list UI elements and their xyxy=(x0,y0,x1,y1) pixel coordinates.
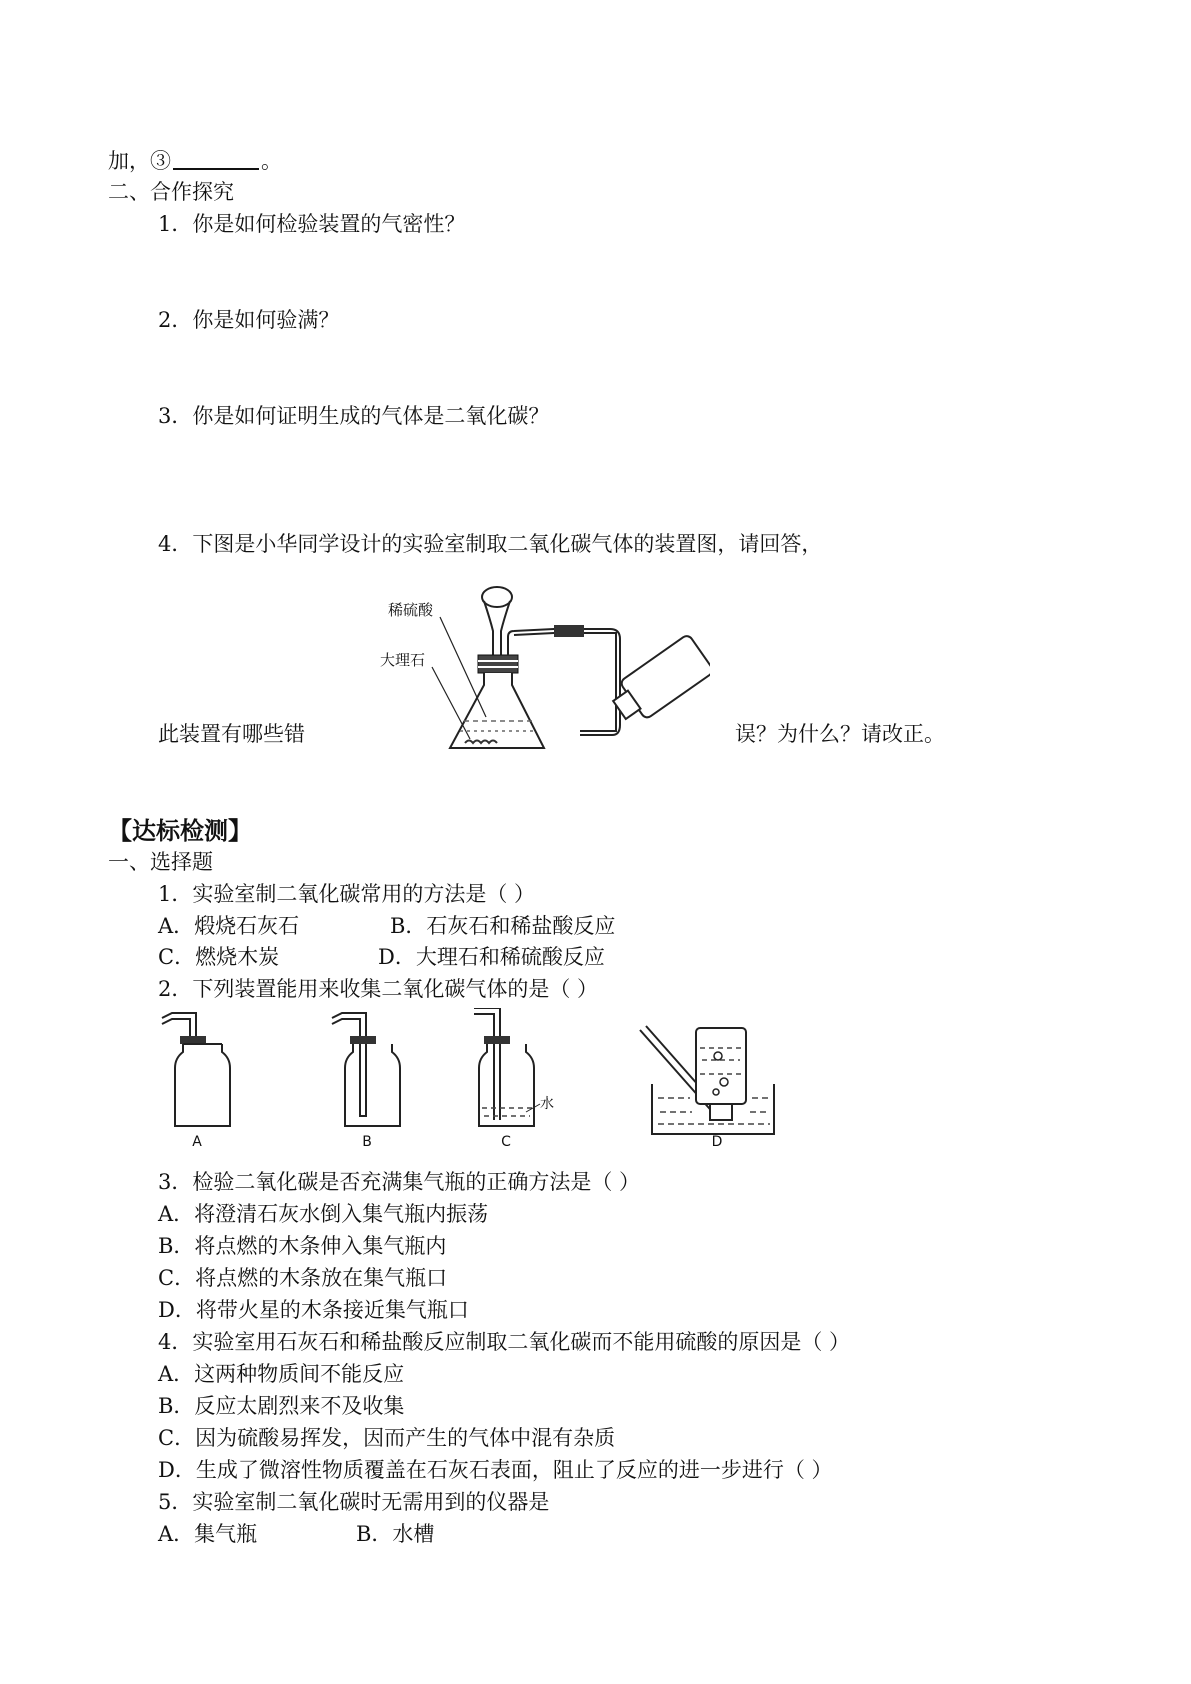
q3-option-d[interactable]: D．将带火星的木条接近集气瓶口 xyxy=(158,1298,469,1322)
q4-option-c[interactable]: C．因为硫酸易挥发，因而产生的气体中混有杂质 xyxy=(158,1426,616,1450)
fill-in-prefix: 加，③ xyxy=(108,149,171,173)
gas-jar xyxy=(606,634,710,729)
coop-question-1: 1．你是如何检验装置的气密性？ xyxy=(158,212,466,236)
fill-in-line xyxy=(108,147,282,175)
label-c: C xyxy=(501,1134,511,1148)
q3-option-a[interactable]: A．将澄清石灰水倒入集气瓶内振荡 xyxy=(158,1202,489,1226)
coop-question-2: 2．你是如何验满？ xyxy=(158,308,340,332)
q3-option-b[interactable]: B．将点燃的木条伸入集气瓶内 xyxy=(158,1234,447,1258)
conical-flask xyxy=(450,673,544,748)
funnel-bulb xyxy=(482,587,512,607)
q1-option-c[interactable]: C．燃烧木炭 xyxy=(158,945,280,969)
coop-question-4-continued-left: 此装置有哪些错 xyxy=(158,722,305,746)
q4-option-a[interactable]: A．这两种物质间不能反应 xyxy=(158,1362,405,1386)
label-marble: 大理石 xyxy=(380,651,426,669)
label-dilute-sulfuric-acid: 稀硫酸 xyxy=(388,601,434,619)
q3-option-c[interactable]: C．将点燃的木条放在集气瓶口 xyxy=(158,1266,448,1290)
q2-stem: 2．下列装置能用来收集二氧化碳气体的是（ ） xyxy=(158,977,599,1001)
coop-question-4-continued-right: 误？为什么？请改正。 xyxy=(735,722,945,746)
section-title-cooperation: 二、合作探究 xyxy=(108,180,234,204)
rubber-stopper xyxy=(478,655,518,673)
apparatus-c xyxy=(474,1008,554,1126)
section-title-choice: 一、选择题 xyxy=(108,850,213,874)
apparatus-d xyxy=(640,1026,774,1134)
answer-blank[interactable] xyxy=(173,148,259,170)
co2-apparatus-figure xyxy=(380,585,710,755)
fill-in-suffix: 。 xyxy=(261,149,282,173)
q5-option-a[interactable]: A．集气瓶 xyxy=(158,1522,258,1546)
inverted-bottle xyxy=(696,1028,746,1104)
q1-option-d[interactable]: D．大理石和稀硫酸反应 xyxy=(378,945,605,969)
q3-stem: 3．检验二氧化碳是否充满集气瓶的正确方法是（ ） xyxy=(158,1170,641,1194)
q1-option-a[interactable]: A．煅烧石灰石 xyxy=(158,914,300,938)
label-b: B xyxy=(362,1134,372,1148)
q5-stem: 5．实验室制二氧化碳时无需用到的仪器是 xyxy=(158,1490,550,1514)
q2-apparatus-figures xyxy=(150,1008,830,1148)
q1-stem: 1．实验室制二氧化碳常用的方法是（ ） xyxy=(158,882,536,906)
apparatus-a xyxy=(162,1013,230,1126)
label-a: A xyxy=(192,1134,202,1148)
q4-option-b[interactable]: B．反应太剧烈来不及收集 xyxy=(158,1394,405,1418)
q4-option-d[interactable]: D．生成了微溶性物质覆盖在石灰石表面，阻止了反应的进一步进行（ ） xyxy=(158,1458,833,1482)
rubber-connector xyxy=(554,625,584,637)
coop-question-3: 3．你是如何证明生成的气体是二氧化碳？ xyxy=(158,404,550,428)
q1-option-b[interactable]: B．石灰石和稀盐酸反应 xyxy=(390,914,616,938)
q5-option-b[interactable]: B．水槽 xyxy=(356,1522,435,1546)
water-label: 水 xyxy=(540,1096,554,1112)
q4-stem: 4．实验室用石灰石和稀盐酸反应制取二氧化碳而不能用硫酸的原因是（ ） xyxy=(158,1330,851,1354)
label-d: D xyxy=(711,1134,723,1148)
section-title-test: 【达标检测】 xyxy=(108,817,252,845)
apparatus-b xyxy=(332,1013,400,1126)
coop-question-4: 4．下图是小华同学设计的实验室制取二氧化碳气体的装置图，请回答， xyxy=(158,532,823,556)
